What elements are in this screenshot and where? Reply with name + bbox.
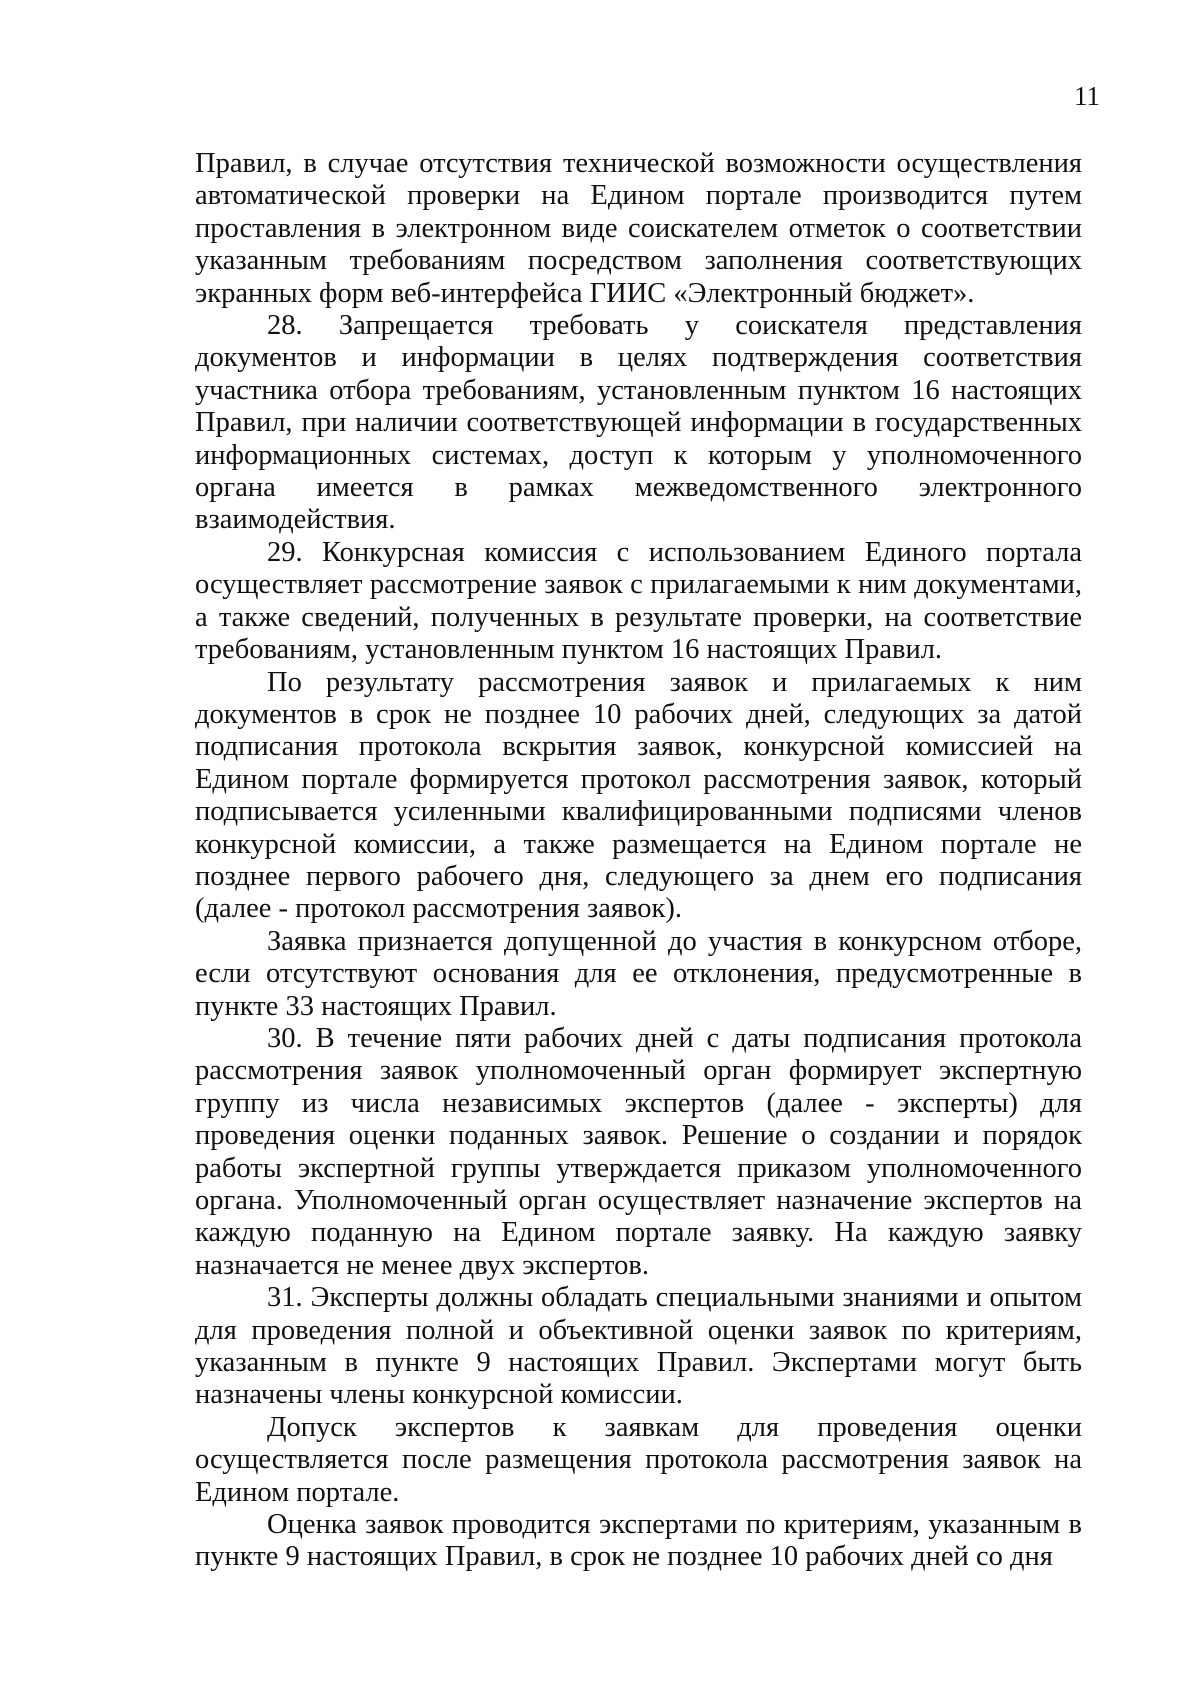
- paragraph-evaluation: Оценка заявок проводится экспертами по критериям, указанным в пункте 9 настоящих Правил, в срок не позднее 10 рабочих дней со дня: [195, 1509, 1082, 1573]
- document-body: [195, 148, 1082, 1574]
- paragraph-expert-access: Допуск экспертов к заявкам для проведения оценки осуществляется после размещения протокола рассмотрения заявок на Едином портале.: [195, 1411, 1082, 1508]
- paragraph-clause-31: 31. Эксперты должны обладать специальными знаниями и опытом для проведения полной и объективной оценки заявок по критериям, указанным в пункте 9 настоящих Правил. Экспертами могут быть назначены члены конкурсной комиссии.: [195, 1282, 1082, 1411]
- paragraph-continuation: Правил, в случае отсутствия технической возможности осуществления автоматической проверки на Едином портале производится путем проставления в электронном виде соискателем отметок о соответствии указанным требованиям посредством заполнения соответствующих экранных форм веб-интерфейса ГИИС «Электронный бюджет».: [195, 148, 1082, 309]
- paragraph-review-results: По результату рассмотрения заявок и прилагаемых к ним документов в срок не позднее 10 рабочих дней, следующих за датой подписания протокола вскрытия заявок, конкурсной комиссией на Едином портале формируется протокол рассмотрения заявок, который подписывается усиленными квалифицированными подписями членов конкурсной комиссии, а также размещается на Едином портале не позднее первого рабочего дня, следующего за днем его подписания (далее - протокол рассмотрения заявок).: [195, 666, 1082, 925]
- paragraph-application-admission: Заявка признается допущенной до участия в конкурсном отборе, если отсутствуют основания для ее отклонения, предусмотренные в пункте 33 настоящих Правил.: [195, 925, 1082, 1022]
- page-number: 11: [1074, 81, 1100, 111]
- paragraph-clause-29: 29. Конкурсная комиссия с использованием Единого портала осуществляет рассмотрение заявок с прилагаемыми к ним документами, а также сведений, полученных в результате проверки, на соответствие требованиям, установленным пунктом 16 настоящих Правил.: [195, 536, 1082, 666]
- paragraph-clause-28: 28. Запрещается требовать у соискателя представления документов и информации в целях подтверждения соответствия участника отбора требованиям, установленным пунктом 16 настоящих Правил, при наличии соответствующей информации в государственных информационных системах, доступ к которым у уполномоченного органа имеется в рамках межведомственного электронного взаимодействия.: [195, 310, 1082, 536]
- paragraph-clause-30: 30. В течение пяти рабочих дней с даты подписания протокола рассмотрения заявок уполномоченный орган формирует экспертную группу из числа независимых экспертов (далее - эксперты) для проведения оценки поданных заявок. Решение о создании и порядок работы экспертной группы утверждается приказом уполномоченного органа. Уполномоченный орган осуществляет назначение экспертов на каждую поданную на Едином портале заявку. На каждую заявку назначается не менее двух экспертов.: [195, 1022, 1082, 1281]
